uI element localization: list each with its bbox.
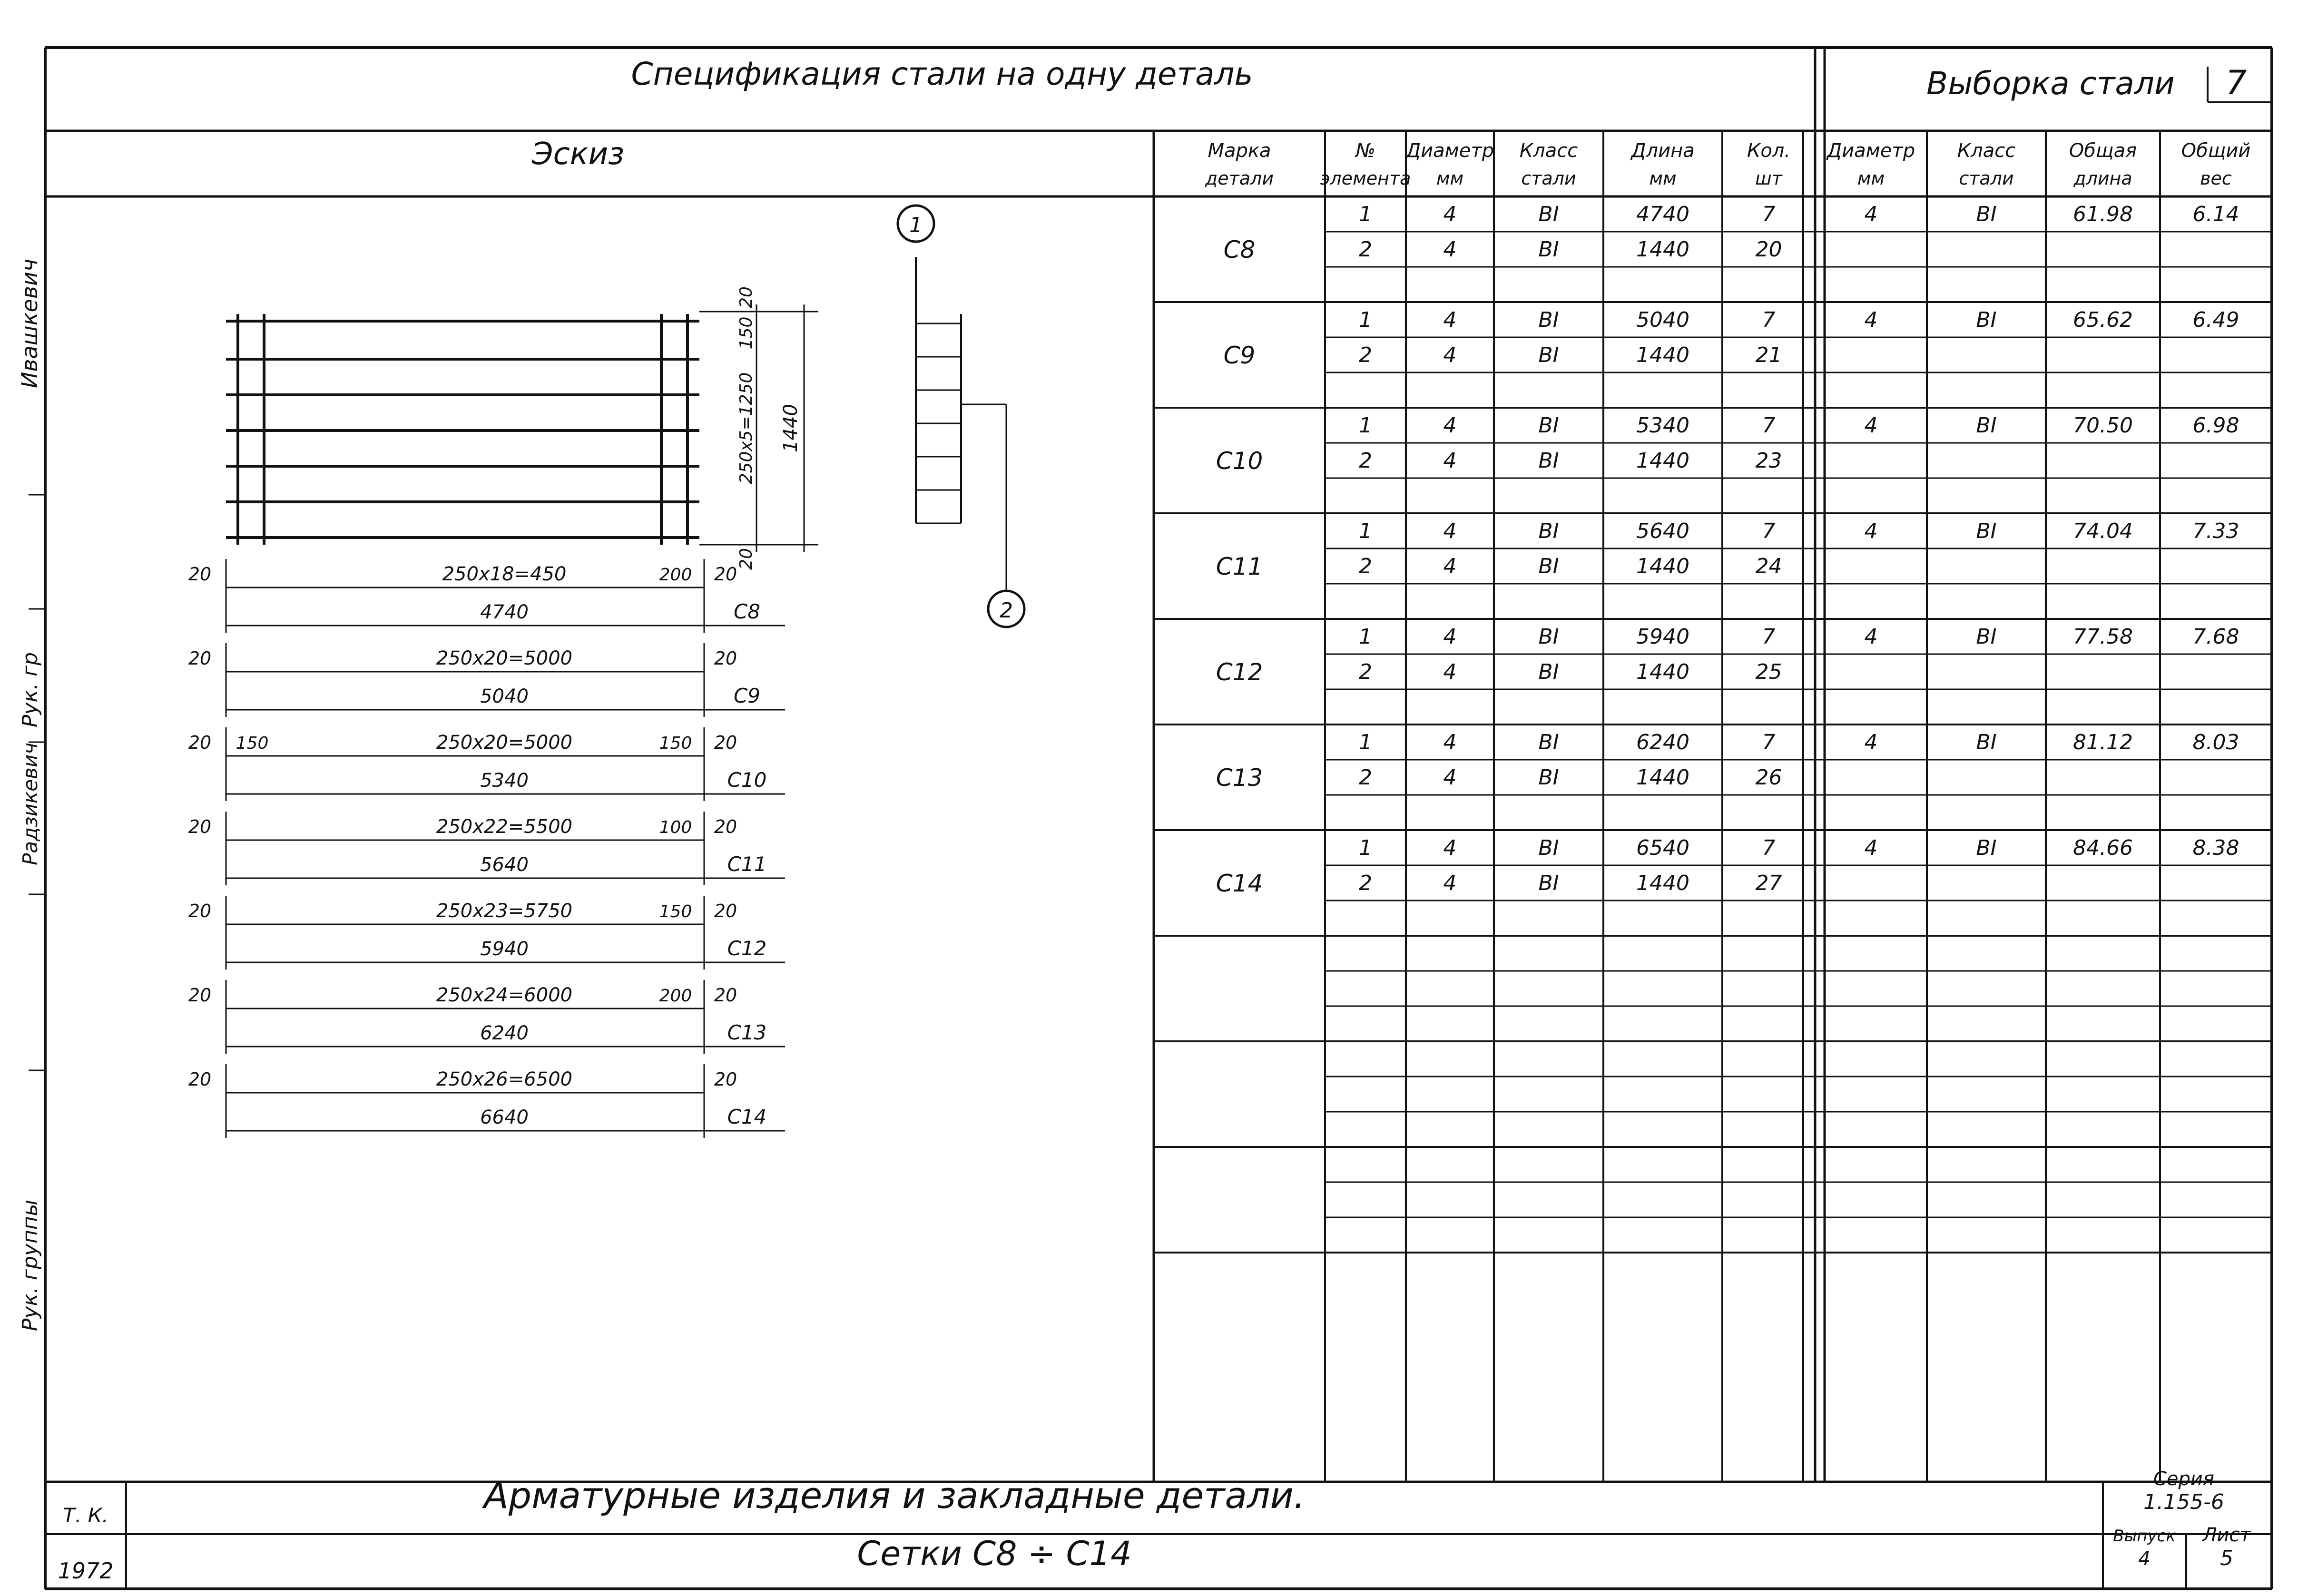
element-cell: 7 — [1762, 519, 1776, 543]
element-cell: 20 — [1755, 237, 1782, 262]
table-header-line1: Диаметр — [1405, 140, 1494, 162]
stamp-group-head-short: Рук. гр — [18, 652, 42, 728]
element-cell: 6240 — [1636, 730, 1689, 754]
selection-cell: 61.98 — [2073, 202, 2133, 226]
element-cell: 1440 — [1636, 765, 1689, 790]
element-cell: 7 — [1762, 836, 1776, 860]
selection-cell: 6.49 — [2192, 308, 2239, 332]
element-cell: 5940 — [1636, 625, 1689, 649]
dim-right: 20 — [714, 564, 737, 585]
table-header-line1: Кол. — [1747, 140, 1791, 162]
element-cell: 23 — [1755, 449, 1782, 473]
table-header-line1: Диаметр — [1827, 140, 1915, 162]
selection-title: Выборка стали — [1926, 65, 2175, 102]
element-cell: ВІ — [1538, 519, 1559, 543]
dim-formula: 250x24=6000 — [436, 984, 573, 1006]
series-label: Серия — [2153, 1468, 2214, 1490]
stamp-name-radzikevich: Радзикевич — [19, 743, 42, 865]
dim-total: 5940 — [480, 938, 529, 960]
selection-cell: 6.98 — [2192, 413, 2239, 438]
callout-label: 2 — [1000, 598, 1013, 623]
selection-cell: 4 — [1864, 413, 1878, 438]
element-cell: 4 — [1443, 836, 1457, 860]
element-cell: 24 — [1755, 554, 1782, 578]
element-cell: 7 — [1762, 202, 1776, 226]
stamp-group-head: Рук. группы — [18, 1199, 42, 1332]
element-cell: ВІ — [1538, 449, 1559, 473]
selection-cell: 4 — [1864, 836, 1878, 860]
sheet-label: Лист — [2202, 1524, 2251, 1546]
dim-right: 20 — [714, 985, 737, 1006]
element-cell: 4740 — [1636, 202, 1689, 226]
table-header-line1: Класс — [1519, 140, 1578, 162]
selection-cell: ВІ — [1976, 730, 1997, 754]
dim-total: 6640 — [480, 1106, 529, 1128]
element-cell: ВІ — [1538, 765, 1559, 790]
element-cell: ВІ — [1538, 413, 1559, 438]
document-title: Арматурные изделия и закладные детали. — [483, 1474, 1306, 1517]
selection-cell: 74.04 — [2073, 519, 2133, 543]
dim-mark: С10 — [727, 768, 767, 792]
element-cell: 2 — [1359, 660, 1372, 684]
selection-cell: 4 — [1864, 202, 1878, 226]
selection-cell: ВІ — [1976, 413, 1997, 438]
dim-formula: 250x20=5000 — [436, 647, 573, 669]
element-cell: ВІ — [1538, 202, 1559, 226]
element-cell: ВІ — [1538, 836, 1559, 860]
dim-right: 20 — [714, 648, 737, 669]
selection-cell: ВІ — [1976, 519, 1997, 543]
dim-right-ext: 100 — [659, 818, 692, 837]
element-cell: 4 — [1443, 202, 1457, 226]
element-cell: 1 — [1359, 836, 1372, 860]
detail-mark: С8 — [1223, 236, 1256, 264]
selection-cell: 84.66 — [2073, 836, 2133, 860]
selection-cell: 70.50 — [2073, 413, 2133, 438]
dim-mark: С14 — [727, 1105, 767, 1128]
dim-formula: 250x20=5000 — [436, 732, 573, 754]
element-cell: 1 — [1359, 413, 1372, 438]
dim-mark: С13 — [727, 1021, 767, 1044]
sheet-frame — [29, 48, 2272, 1589]
selection-cell: 8.38 — [2192, 836, 2239, 860]
table-header-line2: стали — [1521, 168, 1576, 189]
mesh-sketch — [188, 206, 1024, 1138]
element-cell: 7 — [1762, 413, 1776, 438]
element-cell: 27 — [1755, 871, 1782, 895]
dim-right: 20 — [714, 1069, 737, 1090]
dim-mark: С8 — [733, 600, 761, 623]
callout-label: 1 — [909, 213, 923, 237]
table-header-line1: № — [1355, 140, 1375, 162]
dim-mark: С11 — [727, 852, 767, 876]
year-label: 1972 — [58, 1558, 114, 1584]
detail-mark: С14 — [1216, 870, 1263, 897]
dim-total: 5040 — [480, 685, 529, 707]
sketch-title: Эскиз — [531, 137, 625, 172]
dim-right: 20 — [714, 732, 737, 753]
spec-table — [1154, 131, 2272, 1482]
top-dim-label: 150 — [737, 316, 756, 350]
element-cell: ВІ — [1538, 308, 1559, 332]
selection-cell: 4 — [1864, 730, 1878, 754]
stamp-name-ivashkevich: Ивашкевич — [17, 258, 42, 389]
element-cell: 7 — [1762, 625, 1776, 649]
org-label: Т. К. — [63, 1504, 108, 1527]
element-cell: 4 — [1443, 730, 1457, 754]
selection-cell: 4 — [1864, 625, 1878, 649]
element-cell: 4 — [1443, 308, 1457, 332]
top-dim-label: 1440 — [780, 404, 802, 452]
element-cell: 4 — [1443, 449, 1457, 473]
selection-cell: 4 — [1864, 519, 1878, 543]
selection-cell: ВІ — [1976, 202, 1997, 226]
series-value: 1.155-6 — [2143, 1490, 2224, 1514]
element-cell: ВІ — [1538, 871, 1559, 895]
dim-formula: 250x26=6500 — [436, 1068, 573, 1090]
element-cell: ВІ — [1538, 554, 1559, 578]
element-cell: 4 — [1443, 237, 1457, 262]
element-cell: 1440 — [1636, 554, 1689, 578]
dim-total: 5340 — [480, 770, 529, 792]
selection-cell: 4 — [1864, 308, 1878, 332]
element-cell: 1440 — [1636, 237, 1689, 262]
element-cell: 5640 — [1636, 519, 1689, 543]
element-cell: 4 — [1443, 554, 1457, 578]
detail-mark: С11 — [1216, 553, 1263, 580]
element-cell: ВІ — [1538, 625, 1559, 649]
dim-mark: С12 — [727, 937, 767, 960]
element-cell: 4 — [1443, 660, 1457, 684]
detail-mark: С9 — [1223, 342, 1256, 369]
issue-label: Выпуск — [2113, 1527, 2176, 1546]
selection-cell: 7.68 — [2192, 625, 2239, 649]
dim-left: 20 — [188, 985, 212, 1006]
detail-mark: С12 — [1216, 658, 1263, 686]
element-cell: ВІ — [1538, 730, 1559, 754]
table-header-line2: мм — [1649, 168, 1677, 189]
element-cell: 1440 — [1636, 660, 1689, 684]
table-header-line1: Класс — [1957, 140, 2016, 162]
element-cell: 1 — [1359, 202, 1372, 226]
dim-right: 20 — [714, 816, 737, 837]
element-cell: 1 — [1359, 730, 1372, 754]
element-cell: ВІ — [1538, 237, 1559, 262]
element-cell: 1440 — [1636, 871, 1689, 895]
element-cell: 2 — [1359, 237, 1372, 262]
issue-value: 4 — [2138, 1548, 2151, 1570]
element-cell: 5340 — [1636, 413, 1689, 438]
table-header-line1: Длина — [1631, 140, 1695, 162]
dim-right-ext: 200 — [659, 986, 692, 1006]
dim-left: 20 — [188, 1069, 212, 1090]
selection-cell: ВІ — [1976, 836, 1997, 860]
spec-title: Спецификация стали на одну деталь — [631, 56, 1253, 92]
selection-cell: 77.58 — [2073, 625, 2133, 649]
dim-total: 6240 — [480, 1022, 529, 1044]
detail-mark: С10 — [1216, 447, 1263, 475]
element-cell: 4 — [1443, 519, 1457, 543]
table-header-line2: детали — [1205, 168, 1274, 189]
detail-mark: С13 — [1216, 764, 1263, 792]
table-header-line2: вес — [2200, 168, 2232, 189]
element-cell: 1440 — [1636, 449, 1689, 473]
dim-total: 4740 — [480, 601, 529, 623]
table-header-line1: Общая — [2069, 140, 2137, 162]
element-cell: 4 — [1443, 871, 1457, 895]
element-cell: 25 — [1755, 660, 1782, 684]
dim-right-ext: 200 — [659, 565, 692, 585]
top-dim-label: 20 — [737, 548, 756, 570]
element-cell: 4 — [1443, 413, 1457, 438]
table-header-line2: мм — [1857, 168, 1885, 189]
element-cell: 26 — [1755, 765, 1782, 790]
page-number: 7 — [2225, 63, 2247, 102]
selection-cell: ВІ — [1976, 308, 1997, 332]
dim-left: 20 — [188, 564, 212, 585]
element-cell: 4 — [1443, 765, 1457, 790]
element-cell: 2 — [1359, 871, 1372, 895]
table-header-line2: длина — [2073, 168, 2132, 189]
element-cell: 4 — [1443, 625, 1457, 649]
element-cell: 7 — [1762, 730, 1776, 754]
selection-cell: 7.33 — [2192, 519, 2239, 543]
element-cell: 7 — [1762, 308, 1776, 332]
selection-cell: 81.12 — [2073, 730, 2133, 754]
selection-cell: 65.62 — [2073, 308, 2133, 332]
element-cell: 21 — [1755, 343, 1782, 367]
dim-formula: 250x18=450 — [442, 563, 567, 585]
table-header-line2: элемента — [1320, 168, 1411, 189]
table-header-line2: мм — [1436, 168, 1464, 189]
dim-right-ext: 150 — [659, 902, 692, 921]
dim-left: 20 — [188, 816, 212, 837]
selection-cell: 6.14 — [2192, 202, 2239, 226]
table-header-line1: Марка — [1208, 140, 1271, 162]
element-cell: 1440 — [1636, 343, 1689, 367]
dim-total: 5640 — [480, 854, 529, 876]
sheet-value: 5 — [2220, 1546, 2233, 1570]
element-cell: 1 — [1359, 519, 1372, 543]
dim-formula: 250x22=5500 — [436, 816, 573, 838]
element-cell: 4 — [1443, 343, 1457, 367]
top-dim-label: 250x5=1250 — [737, 372, 756, 484]
element-cell: 1 — [1359, 308, 1372, 332]
dim-left-ext: 150 — [236, 734, 269, 753]
element-cell: 6540 — [1636, 836, 1689, 860]
table-header-line2: стали — [1959, 168, 2014, 189]
dim-left: 20 — [188, 648, 212, 669]
dim-left: 20 — [188, 901, 212, 921]
element-cell: ВІ — [1538, 660, 1559, 684]
element-cell: 2 — [1359, 765, 1372, 790]
table-header-line2: шт — [1755, 168, 1782, 189]
selection-cell: ВІ — [1976, 625, 1997, 649]
element-cell: 5040 — [1636, 308, 1689, 332]
dim-formula: 250x23=5750 — [436, 900, 573, 922]
element-cell: 2 — [1359, 449, 1372, 473]
element-cell: 2 — [1359, 343, 1372, 367]
table-header-line1: Общий — [2181, 140, 2251, 162]
dim-right-ext: 150 — [659, 734, 692, 753]
top-dim-label: 20 — [737, 286, 756, 308]
element-cell: 2 — [1359, 554, 1372, 578]
document-subtitle: Сетки С8 ÷ С14 — [857, 1534, 1132, 1573]
element-cell: 1 — [1359, 625, 1372, 649]
element-cell: ВІ — [1538, 343, 1559, 367]
dim-right: 20 — [714, 901, 737, 921]
selection-cell: 8.03 — [2192, 730, 2239, 754]
dim-left: 20 — [188, 732, 212, 753]
dim-mark: С9 — [733, 684, 761, 707]
